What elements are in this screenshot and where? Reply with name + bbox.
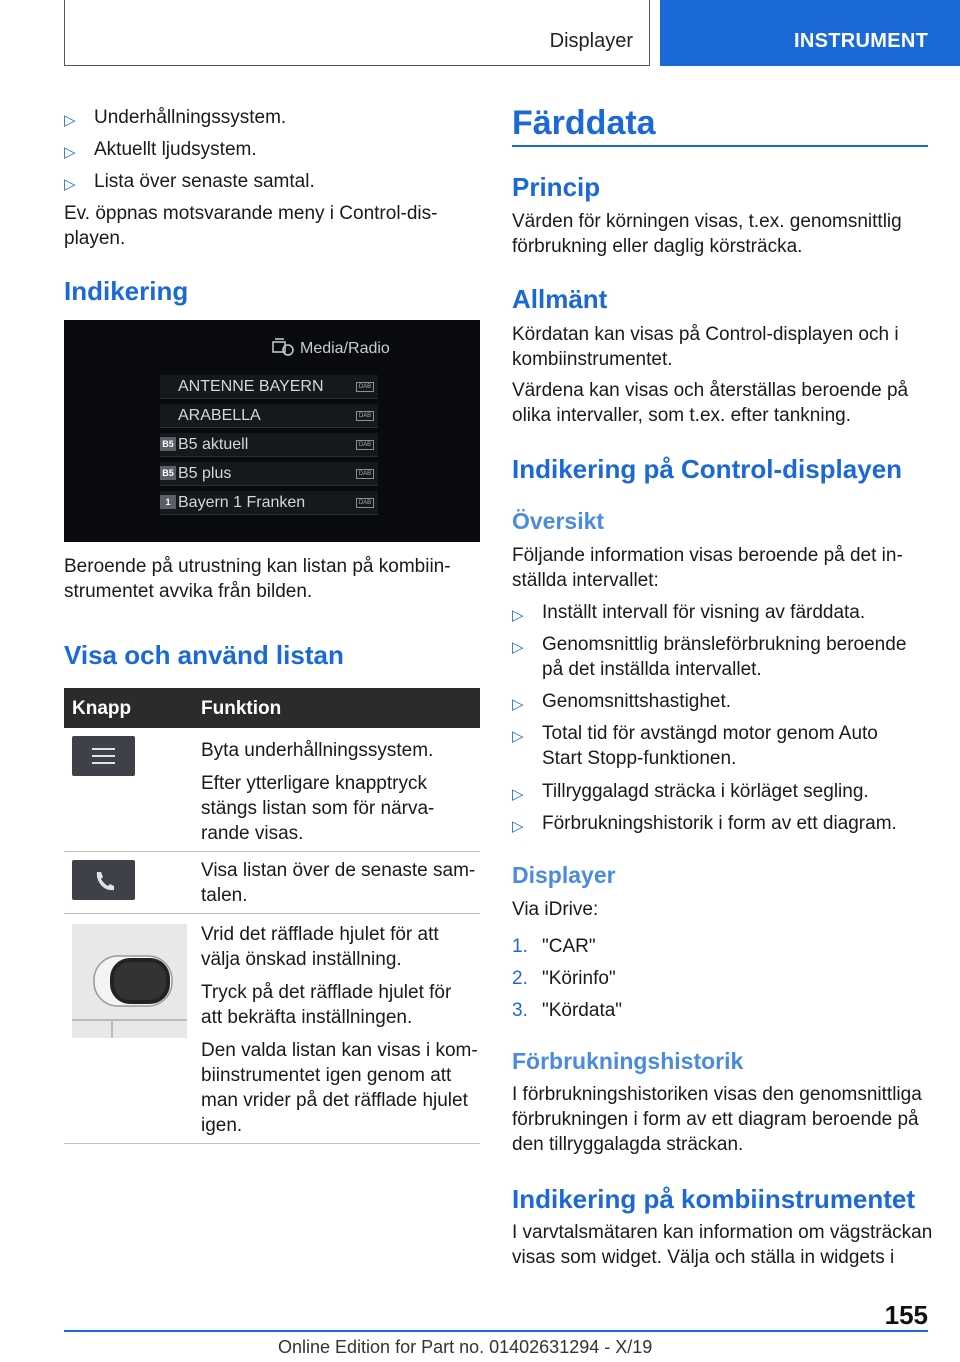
station-row: B5 B5 aktuell DAB xyxy=(160,433,378,457)
bullet-item: ▷ Lista över senaste samtal. xyxy=(64,169,315,194)
screen-title: Media/Radio xyxy=(300,340,390,357)
paragraph: Följande information visas beroende på det in- ställda intervallet: xyxy=(512,545,903,591)
station-row: ANTENNE BAYERN DAB xyxy=(160,375,378,399)
paragraph: Värden för körningen visas, t.ex. genomsnittlig förbrukning eller daglig körsträcka. xyxy=(512,211,902,257)
bullet-item: ▷ Inställt intervall för visning av färddata. xyxy=(512,600,865,625)
heading-rule xyxy=(512,145,928,147)
numbered-step: 2. "Körinfo" xyxy=(512,968,616,989)
bullet-item: ▷ Tillryggalagd sträcka i körläget segling. xyxy=(512,779,869,804)
bullet-item: ▷ Underhållningssystem. xyxy=(64,105,286,130)
bullet-item: ▷ Förbrukningshistorik i form av ett diagram. xyxy=(512,811,897,836)
heading-oversikt: Översikt xyxy=(512,508,605,534)
table-row: Visa listan över de senaste sam- talen. xyxy=(64,852,480,914)
chapter-tab: INSTRUMENT xyxy=(660,0,960,66)
paragraph: Via iDrive: xyxy=(512,899,599,920)
heading-visa: Visa och använd listan xyxy=(64,640,344,670)
station-logo: B5 xyxy=(160,437,176,451)
bullet-item: ▷ Total tid för avstängd motor genom Auto Start Stopp-funktionen. xyxy=(512,723,878,769)
bullet-item: ▷ Genomsnittshastighet. xyxy=(512,689,731,714)
triangle-bullet-icon: ▷ xyxy=(512,639,524,656)
paragraph: I förbrukningshistoriken visas den genomsnittliga förbrukningen i form av ett diagram beroende på den tillryggalagda sträckan. xyxy=(512,1084,922,1155)
triangle-bullet-icon: ▷ xyxy=(64,144,76,161)
triangle-bullet-icon: ▷ xyxy=(64,176,76,193)
heading-indikering: Indikering xyxy=(64,276,189,306)
triangle-bullet-icon: ▷ xyxy=(512,607,524,624)
phone-button-icon xyxy=(72,860,135,900)
section-title: Displayer xyxy=(549,30,633,52)
triangle-bullet-icon: ▷ xyxy=(64,112,76,129)
numbered-step: 1. "CAR" xyxy=(512,936,596,957)
station-logo: 1 xyxy=(160,495,176,509)
dab-badge: DAB xyxy=(356,469,374,479)
knurled-wheel-icon xyxy=(72,924,187,1038)
station-logo: B5 xyxy=(160,466,176,480)
paragraph: Ev. öppnas motsvarande meny i Control-dis- playen. xyxy=(64,203,438,249)
station-row: B5 B5 plus DAB xyxy=(160,462,378,486)
triangle-bullet-icon: ▷ xyxy=(512,728,524,745)
bullet-item: ▷ Genomsnittlig bränsleförbrukning beroende på det inställda intervallet. xyxy=(512,634,907,680)
list-button-icon xyxy=(72,736,135,776)
footer-rule xyxy=(64,1330,928,1332)
page-number: 155 xyxy=(884,1300,928,1330)
triangle-bullet-icon: ▷ xyxy=(512,696,524,713)
display-screenshot xyxy=(64,320,480,542)
triangle-bullet-icon: ▷ xyxy=(512,786,524,803)
dab-badge: DAB xyxy=(356,382,374,392)
station-row: 1 Bayern 1 Franken DAB xyxy=(160,491,378,515)
triangle-bullet-icon: ▷ xyxy=(512,818,524,835)
heading-princip: Princip xyxy=(512,172,601,202)
heading-allmant: Allmänt xyxy=(512,284,608,314)
heading-farddata: Färddata xyxy=(512,104,656,142)
dab-badge: DAB xyxy=(356,498,374,508)
header-frame xyxy=(64,0,650,66)
media-radio-icon xyxy=(272,338,294,356)
heading-forbrukningshistorik: Förbrukningshistorik xyxy=(512,1048,744,1074)
station-row: ARABELLA DAB xyxy=(160,404,378,428)
paragraph: I varvtalsmätaren kan information om vägsträckan visas som widget. Välja och ställa in widgets i xyxy=(512,1222,933,1268)
dab-badge: DAB xyxy=(356,440,374,450)
paragraph: Kördatan kan visas på Control-displayen och i kombiinstrumentet. xyxy=(512,324,899,370)
heading-indikering-kombi: Indikering på kombiinstrumentet xyxy=(512,1184,916,1214)
button-function-table xyxy=(64,688,480,1144)
bullet-item: ▷ Aktuellt ljudsystem. xyxy=(64,137,257,162)
table-row: Byta underhållningssystem. Efter ytterligare knapptryck stängs listan som för närva- rande visas. xyxy=(64,728,480,852)
heading-indikering-control: Indikering på Control-displayen xyxy=(512,454,903,484)
table-header: Knapp Funktion xyxy=(64,688,480,728)
table-row: Vrid det räfflade hjulet för att välja önskad inställning. Tryck på det räfflade hjulet för att bekräfta inställningen. Den valda listan kan visas i kom- biinstrumentet igen genom att man vrider på det räfflade hjulet igen. xyxy=(64,914,480,1144)
heading-displayer: Displayer xyxy=(512,862,616,888)
paragraph: Värdena kan visas och återställas beroende på olika intervaller, som t.ex. efter tankning. xyxy=(512,380,909,426)
paragraph: Beroende på utrustning kan listan på kombiin- strumentet avvika från bilden. xyxy=(64,556,451,602)
edition-note: Online Edition for Part no. 01402631294 - X/19 xyxy=(278,1337,653,1357)
numbered-step: 3. "Kördata" xyxy=(512,1000,623,1021)
dab-badge: DAB xyxy=(356,411,374,421)
